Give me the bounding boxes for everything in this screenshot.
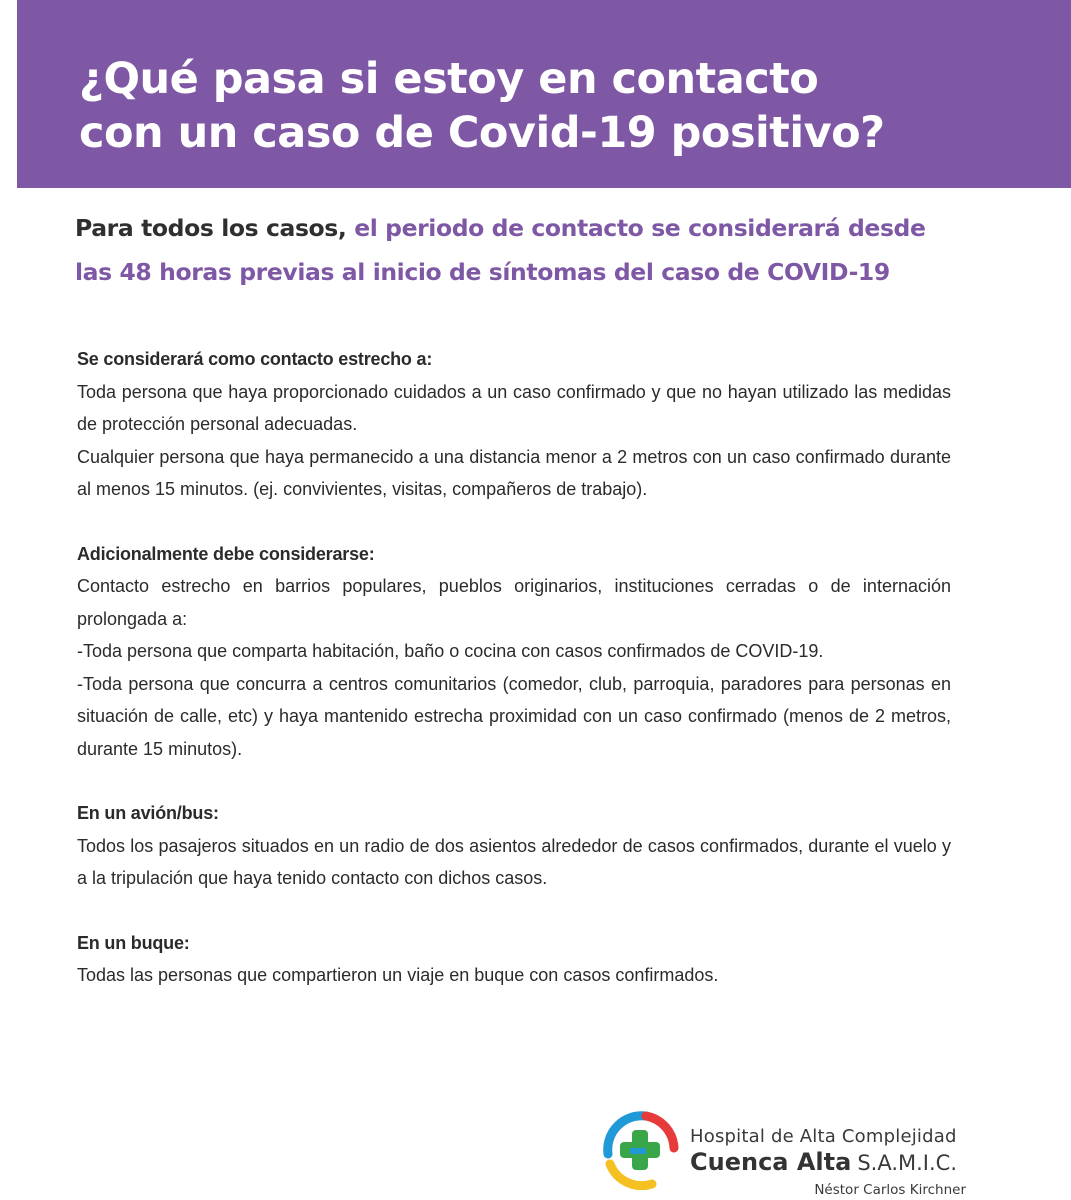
intro-highlight-1: el periodo de contacto se considerará desde bbox=[346, 214, 926, 242]
section-paragraph: -Toda persona que comparta habitación, baño o cocina con casos confirmados de COVID-19. bbox=[77, 641, 824, 661]
section-paragraph: Todas las personas que compartieron un viaje en buque con casos confirmados. bbox=[77, 965, 719, 985]
page-title-line-1: ¿Qué pasa si estoy en contacto bbox=[79, 54, 819, 104]
intro-lead: Para todos los casos, bbox=[75, 214, 347, 242]
header-banner bbox=[17, 0, 1071, 188]
intro-highlight-2: las 48 horas previas al inicio de síntomas del caso de COVID-19 bbox=[75, 258, 890, 286]
section-plane-bus bbox=[77, 797, 951, 895]
section-heading: En un avión/bus: bbox=[77, 803, 219, 823]
hospital-suffix: S.A.M.I.C. bbox=[857, 1151, 957, 1175]
section-heading: Adicionalmente debe considerarse: bbox=[77, 543, 375, 564]
section-paragraph: -Toda persona que concurra a centros comunitarios (comedor, club, parroquia, paradores para personas en situación de calle, etc) y haya mantenido estrecha proximidad con un caso confirmado (menos de 2 metros, durante 15 minutos). bbox=[77, 673, 951, 759]
section-paragraph: Todos los pasajeros situados en un radio de dos asientos alrededor de casos confirmados, durante el vuelo y a la tripulación que haya tenido contacto con dichos casos. bbox=[77, 835, 951, 888]
section-paragraph: Cualquier persona que haya permanecido a una distancia menor a 2 metros con un caso confirmado durante al menos 15 minutos. (ej. convivientes, visitas, compañeros de trabajo). bbox=[77, 446, 951, 499]
section-heading: En un buque: bbox=[77, 932, 190, 953]
section-close-contact bbox=[77, 343, 951, 506]
page-title-line-2: con un caso de Covid-19 positivo? bbox=[79, 108, 885, 158]
intro-statement bbox=[75, 206, 995, 294]
hospital-name: Cuenca Alta bbox=[690, 1148, 852, 1176]
section-ship bbox=[77, 927, 951, 992]
section-additional bbox=[77, 538, 951, 766]
hospital-logo bbox=[600, 1108, 1040, 1200]
page-title bbox=[79, 52, 1071, 160]
section-paragraph: Toda persona que haya proporcionado cuidados a un caso confirmado y que no hayan utilizado las medidas de protección personal adecuadas. bbox=[77, 381, 951, 434]
hospital-logo-line-3: Néstor Carlos Kirchner bbox=[814, 1182, 966, 1198]
intro-line-1 bbox=[75, 206, 995, 250]
hospital-logo-line-2 bbox=[690, 1148, 990, 1180]
hospital-cross-logo-icon bbox=[600, 1108, 682, 1190]
hospital-logo-line-1: Hospital de Alta Complejidad bbox=[690, 1126, 957, 1147]
hospital-logo-text bbox=[690, 1126, 990, 1200]
section-paragraph: Contacto estrecho en barrios populares, pueblos originarios, instituciones cerradas o de internación prolongada a: bbox=[77, 576, 951, 629]
content bbox=[77, 343, 951, 1024]
section-heading: Se considerará como contacto estrecho a: bbox=[77, 349, 433, 369]
